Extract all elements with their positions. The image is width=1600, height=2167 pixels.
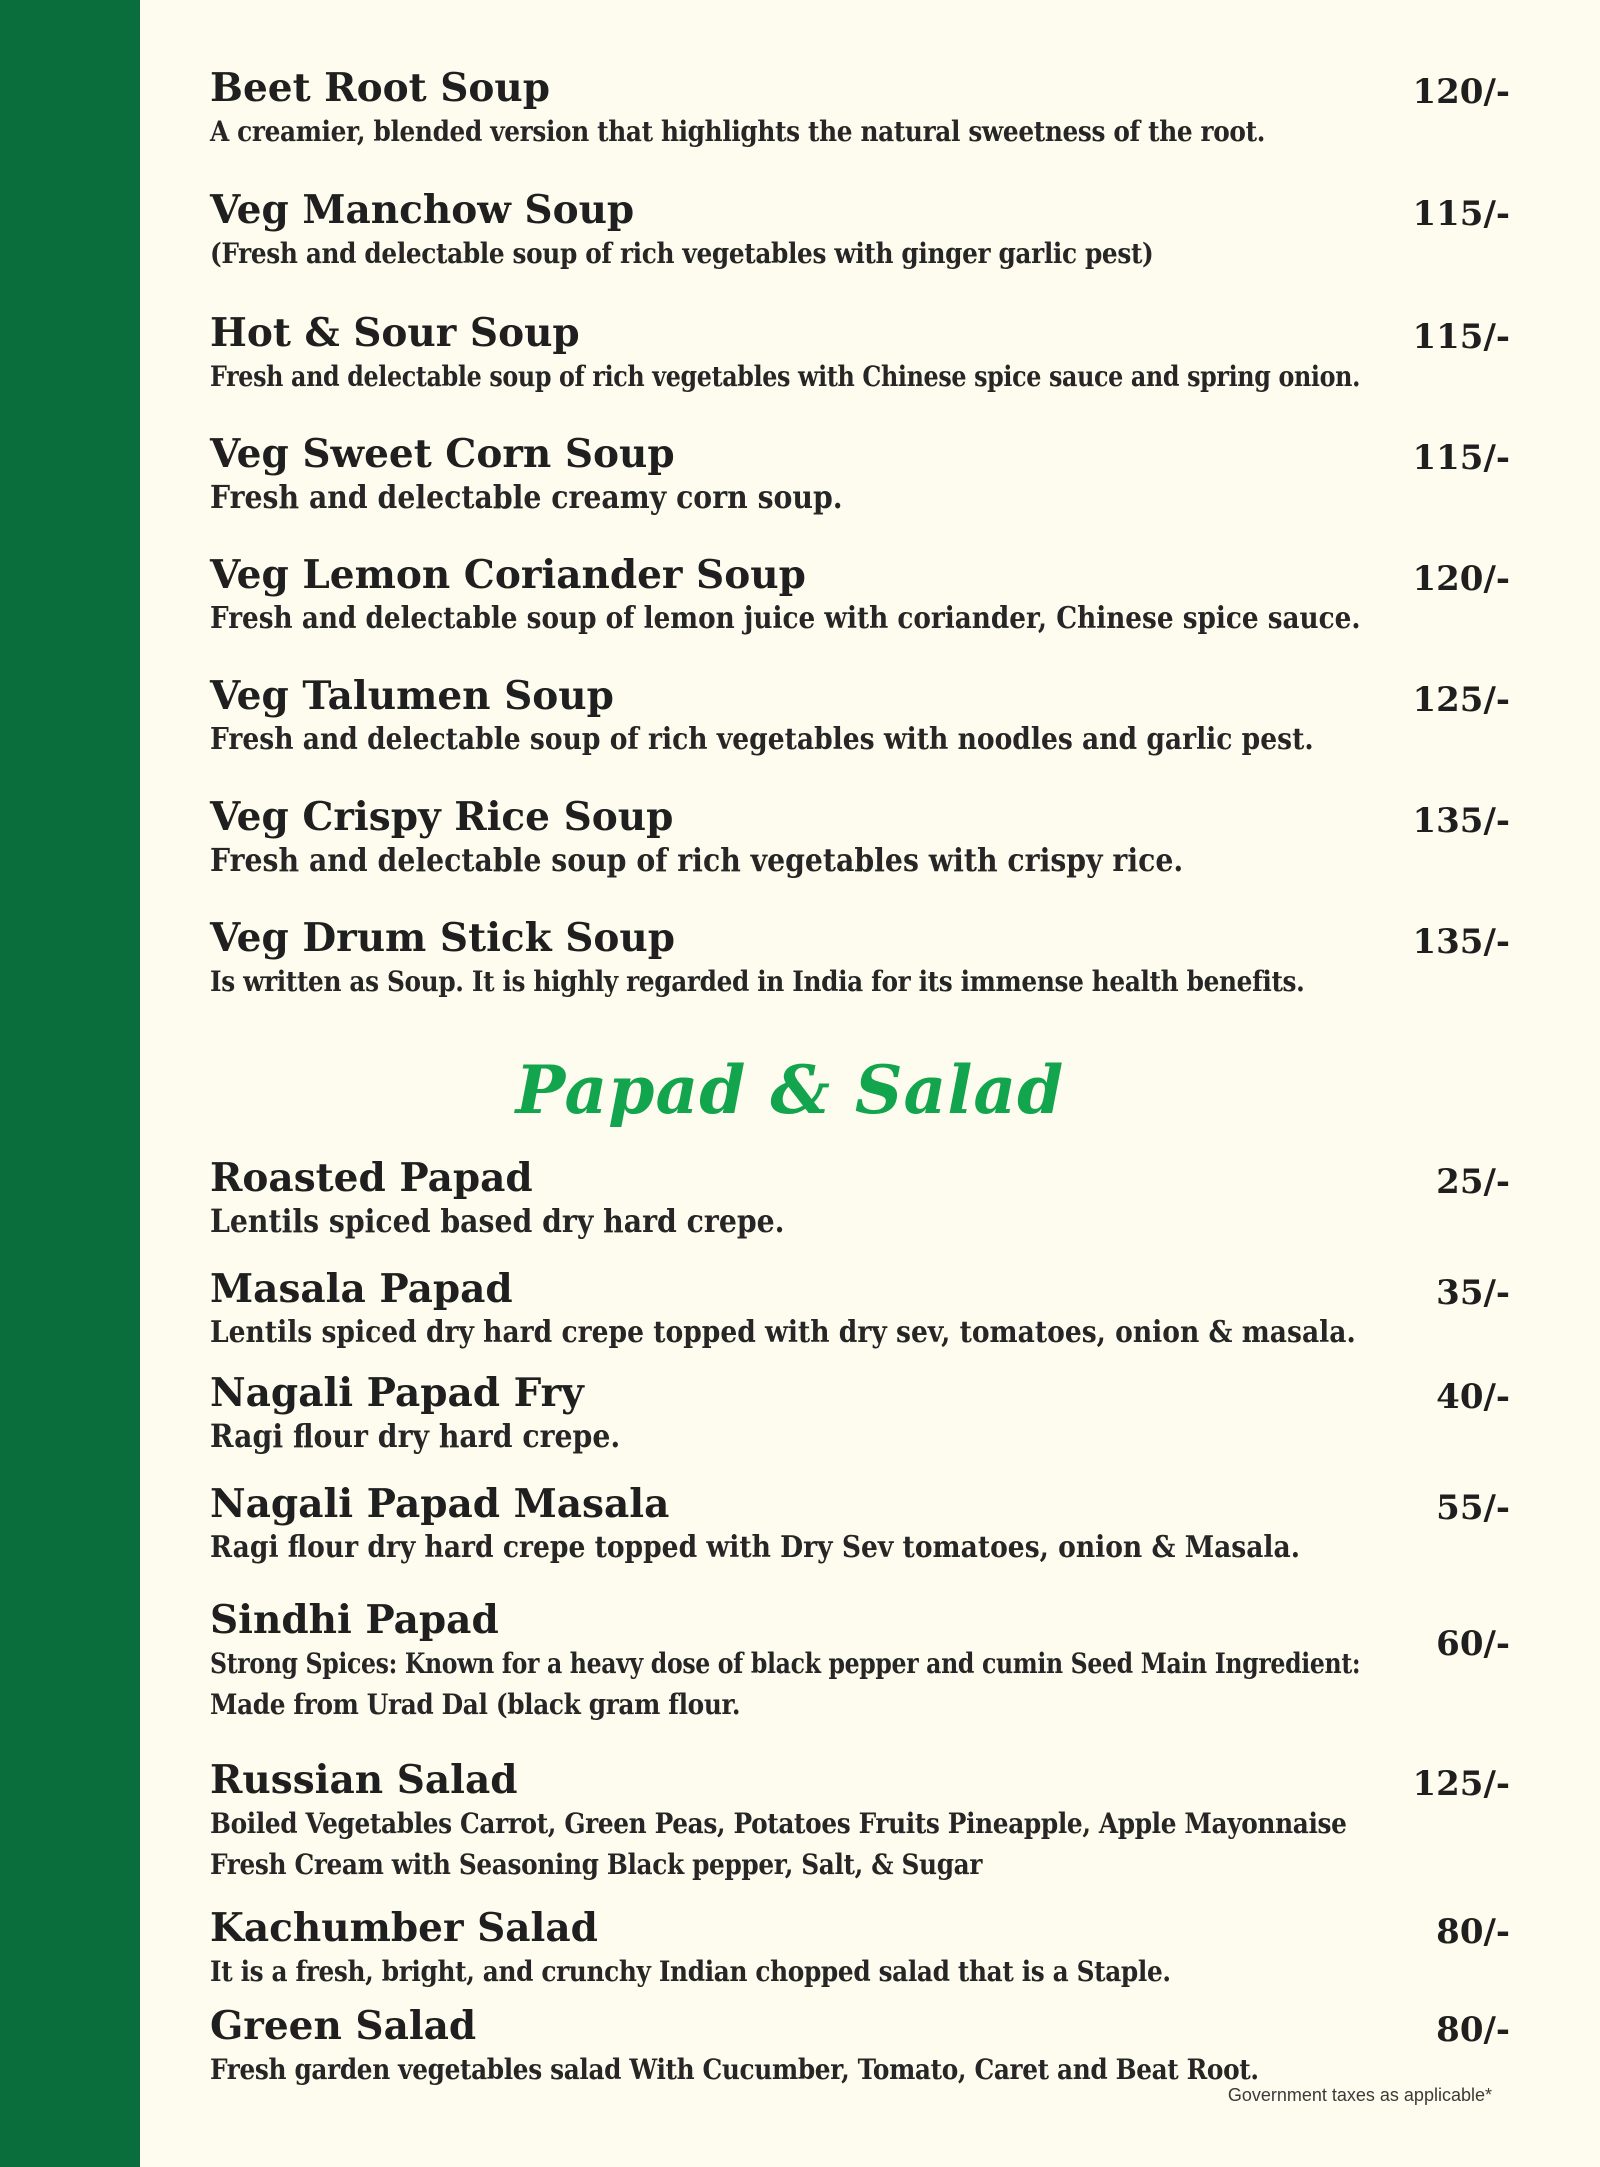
item-name: Sindhi Papad <box>210 1597 499 1643</box>
item-price: 115/- <box>1412 194 1510 234</box>
item-description: Lentils spiced based dry hard crepe. <box>210 1202 785 1240</box>
item-description: Fresh and delectable soup of rich vegetables with noodles and garlic pest. <box>210 722 1314 757</box>
item-description-line-1: Boiled Vegetables Carrot, Green Peas, Potatoes Fruits Pineapple, Apple Mayonnaise <box>210 1807 1347 1840</box>
menu-item-veg-drum-stick-soup <box>210 915 1510 1002</box>
tax-footnote: Government taxes as applicable* <box>1227 2085 1492 2105</box>
item-description-line-2: Made from Urad Dal (black gram flour. <box>210 1688 741 1721</box>
item-name: Nagali Papad Fry <box>210 1370 584 1416</box>
menu-item-roasted-papad <box>210 1155 1510 1242</box>
item-description: (Fresh and delectable soup of rich vegetables with ginger garlic pest) <box>210 237 1154 270</box>
item-name: Veg Talumen Soup <box>210 673 614 719</box>
item-description: Fresh garden vegetables salad With Cucumber, Tomato, Caret and Beat Root. <box>210 2053 1259 2086</box>
item-description: Fresh and delectable soup of lemon juice with coriander, Chinese spice sauce. <box>210 601 1361 636</box>
item-description: Is written as Soup. It is highly regarded in India for its immense health benefits. <box>210 965 1305 998</box>
item-description: It is a fresh, bright, and crunchy Indian chopped salad that is a Staple. <box>210 1955 1171 1988</box>
item-name: Veg Manchow Soup <box>210 187 635 233</box>
item-name: Kachumber Salad <box>210 1905 598 1951</box>
item-description: A creamier, blended version that highlights the natural sweetness of the root. <box>210 115 1265 148</box>
item-description-line-1: Strong Spices: Known for a heavy dose of black pepper and cumin Seed Main Ingredient: <box>210 1647 1361 1680</box>
item-price: 40/- <box>1436 1377 1510 1417</box>
item-description: Fresh and delectable soup of rich vegetables with crispy rice. <box>210 841 1184 879</box>
menu-item-russian-salad <box>210 1757 1510 1885</box>
item-price: 125/- <box>1412 1764 1510 1804</box>
item-price: 25/- <box>1436 1162 1510 1202</box>
item-name: Russian Salad <box>210 1757 518 1803</box>
section-title: Papad & Salad <box>515 1051 1065 1129</box>
item-description: Ragi flour dry hard crepe topped with Dry Sev tomatoes, onion & Masala. <box>210 1530 1300 1565</box>
menu-item-sindhi-papad <box>210 1597 1510 1725</box>
item-name: Masala Papad <box>210 1266 513 1312</box>
menu-item-veg-manchow-soup <box>210 187 1510 274</box>
item-price: 115/- <box>1412 317 1510 357</box>
item-price: 35/- <box>1436 1273 1510 1313</box>
item-price: 120/- <box>1412 559 1510 599</box>
menu-item-veg-crispy-rice-soup <box>210 794 1510 881</box>
item-name: Nagali Papad Masala <box>210 1481 670 1527</box>
left-decorative-band <box>0 0 140 2167</box>
item-price: 55/- <box>1436 1488 1510 1528</box>
item-name: Veg Crispy Rice Soup <box>210 794 674 840</box>
item-price: 80/- <box>1436 2010 1510 2050</box>
menu-item-masala-papad <box>210 1266 1510 1353</box>
item-name: Veg Drum Stick Soup <box>210 915 676 961</box>
menu-item-nagali-papad-fry <box>210 1370 1510 1457</box>
item-price: 120/- <box>1412 72 1510 112</box>
item-price: 135/- <box>1412 922 1510 962</box>
item-price: 80/- <box>1436 1912 1510 1952</box>
menu-item-nagali-papad-masala <box>210 1481 1510 1568</box>
menu-item-veg-sweet-corn-soup <box>210 431 1510 518</box>
item-description-line-2: Fresh Cream with Seasoning Black pepper, Salt, & Sugar <box>210 1848 983 1881</box>
item-price: 115/- <box>1412 438 1510 478</box>
menu-item-kachumber-salad <box>210 1905 1510 1992</box>
item-description: Fresh and delectable soup of rich vegetables with Chinese spice sauce and spring onion. <box>210 360 1361 393</box>
item-description: Lentils spiced dry hard crepe topped with dry sev, tomatoes, onion & masala. <box>210 1315 1356 1350</box>
item-price: 135/- <box>1412 801 1510 841</box>
item-name: Green Salad <box>210 2003 477 2049</box>
item-description: Ragi flour dry hard crepe. <box>210 1417 621 1455</box>
menu-item-hot-sour-soup <box>210 310 1510 397</box>
item-price: 60/- <box>1436 1624 1510 1664</box>
menu-item-beet-root-soup <box>210 65 1510 152</box>
item-price: 125/- <box>1412 680 1510 720</box>
item-name: Beet Root Soup <box>210 65 551 111</box>
menu-item-green-salad <box>210 2003 1510 2090</box>
item-name: Hot & Sour Soup <box>210 310 580 356</box>
menu-item-veg-talumen-soup <box>210 673 1510 760</box>
item-name: Veg Sweet Corn Soup <box>210 431 675 477</box>
item-name: Roasted Papad <box>210 1155 533 1201</box>
menu-item-veg-lemon-coriander-soup <box>210 552 1510 639</box>
item-name: Veg Lemon Coriander Soup <box>210 552 806 598</box>
item-description: Fresh and delectable creamy corn soup. <box>210 478 843 516</box>
